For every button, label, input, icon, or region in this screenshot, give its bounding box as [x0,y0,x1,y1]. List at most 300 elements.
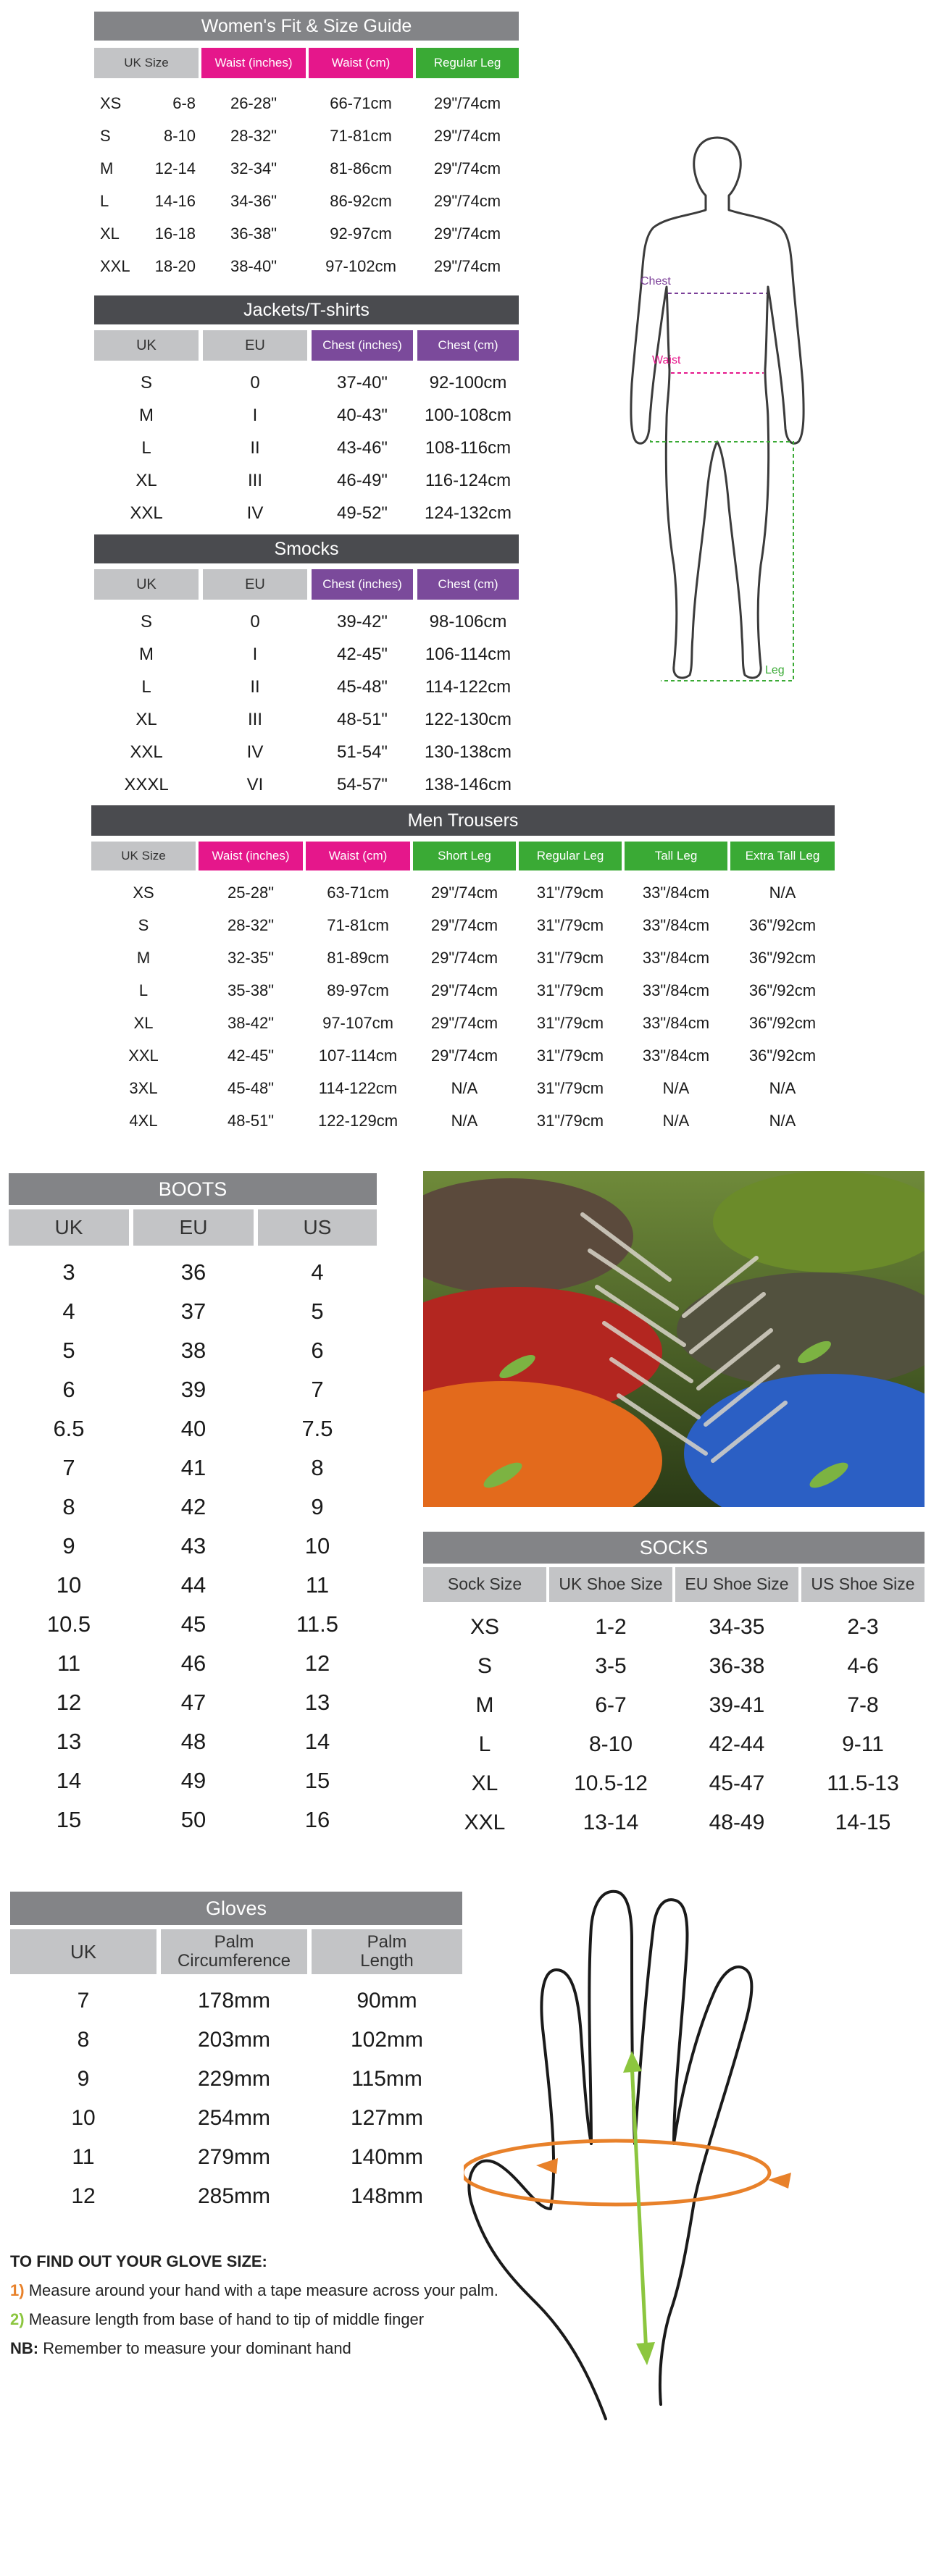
boots-row [9,1800,377,1839]
women-header-uk: UK Size [94,48,199,78]
boots-cell: 5 [62,1338,75,1363]
men-cell: 114-122cm [318,1079,398,1097]
men-title: Men Trousers [91,805,835,836]
gloves-cell: 102mm [350,2028,424,2052]
gloves-cell: 285mm [197,2184,271,2208]
tape-arrow-left [536,2158,558,2174]
smocks-cell: 138-146cm [424,775,512,794]
glove-step-2 [10,2310,424,2329]
length-arrow-top [623,2051,642,2073]
socks-cell: 48-49 [709,1811,765,1834]
men-cell: 97-107cm [322,1014,393,1032]
socks-row [423,1764,925,1803]
boots-cell: 42 [180,1494,206,1519]
men-cell: 31"/79cm [536,1046,604,1065]
jackets-cell: XXL [130,503,163,523]
boots-cell: 11 [57,1650,81,1676]
men-cell: 28-32" [227,916,275,934]
women-cell: 12-14 [154,159,196,177]
smocks-row [94,736,519,768]
glove-nb [10,2339,351,2358]
women-cell: 66-71cm [330,94,392,112]
step-2-text: Measure length from base of hand to tip of middle finger [28,2310,425,2328]
boots-cell: 11.5 [296,1611,339,1637]
boots-cell: 47 [180,1690,206,1715]
gloves-cell: 229mm [197,2067,271,2091]
jackets-cell: III [247,471,262,490]
jackets-header-uk: UK [94,330,199,361]
jackets-cell: 124-132cm [424,503,512,523]
men-cell: N/A [769,884,796,902]
gloves-cell: 148mm [350,2184,424,2208]
women-cell: 38-40" [230,257,277,275]
men-header-uk: UK Size [91,842,196,870]
jackets-table [94,330,519,526]
gloves-cell: 127mm [350,2106,424,2130]
socks-header-sock-size: Sock Size [423,1567,546,1602]
chest-label: Chest [640,275,671,288]
men-cell: N/A [662,1112,690,1130]
boots-row [9,1761,377,1800]
boots-cell: 48 [180,1729,206,1754]
boots-cell: 37 [180,1299,206,1324]
socks-cell: 45-47 [709,1771,765,1795]
boots-cell: 4 [62,1299,75,1324]
men-row [91,1072,835,1104]
boots-cell: 50 [180,1807,206,1832]
leg-label: Leg [765,664,785,676]
men-cell: 31"/79cm [536,1079,604,1097]
hand-outline [469,1892,751,2419]
men-cell: 31"/79cm [536,1014,604,1032]
women-cell: M [100,159,114,177]
men-header-waist-cm: Waist (cm) [306,842,410,870]
smocks-header-eu: EU [203,569,307,600]
jackets-title: Jackets/T-shirts [94,295,519,324]
men-cell: 36"/92cm [748,1014,817,1032]
men-cell: 4XL [129,1112,158,1130]
jackets-cell: XL [135,471,157,490]
socks-cell: 39-41 [709,1693,765,1717]
men-cell: 31"/79cm [536,884,604,902]
men-cell: XL [133,1014,154,1032]
men-cell: 3XL [129,1079,158,1097]
jackets-cell: S [140,373,152,393]
length-arrow-bottom [636,2342,655,2365]
women-cell: XS [100,94,122,112]
smocks-cell: 130-138cm [424,742,512,762]
men-row [91,1007,835,1039]
smocks-cell: 114-122cm [425,677,512,697]
smocks-header-chest-cm: Chest (cm) [417,569,519,600]
men-cell: 32-35" [227,949,275,967]
men-table [91,842,835,1146]
boots-photo [423,1171,925,1507]
gloves-header-uk: UK [10,1929,156,1974]
smocks-header-uk: UK [94,569,199,600]
gloves-cell: 178mm [197,1989,271,2013]
boots-cell: 9 [62,1533,75,1558]
boots-cell: 7.5 [301,1416,333,1441]
jackets-cell: II [250,438,260,458]
boots-row [9,1644,377,1683]
men-cell: XXL [128,1046,159,1065]
boots-cell: 3 [62,1259,75,1285]
men-row [91,974,835,1007]
men-cell: 107-114cm [318,1046,398,1065]
boots-row [9,1722,377,1761]
men-header-extra-tall-leg: Extra Tall Leg [730,842,835,870]
men-cell: 25-28" [227,884,275,902]
boots-cell: 5 [311,1299,324,1324]
women-cell: 29"/74cm [433,225,501,243]
women-cell: 29"/74cm [433,159,501,177]
socks-row [423,1686,925,1725]
gloves-cell: 11 [72,2145,95,2169]
socks-cell: 10.5-12 [574,1771,648,1795]
jackets-header-chest-cm: Chest (cm) [417,330,519,361]
boots-title: BOOTS [9,1173,377,1205]
boots-cell: 14 [56,1768,82,1793]
women-row [94,119,519,152]
men-cell: 33"/84cm [642,916,710,934]
gloves-cell: 203mm [197,2028,271,2052]
socks-cell: 11.5-13 [827,1771,899,1795]
men-cell: 122-129cm [317,1112,398,1130]
men-cell: XS [133,884,154,902]
women-cell: 34-36" [230,192,277,210]
women-cell: 28-32" [230,127,277,145]
boots-row [9,1292,377,1331]
body-outline [631,138,804,678]
smocks-cell: 42-45" [337,645,388,664]
boots-cell: 43 [180,1533,206,1558]
gloves-cell: 7 [77,1989,90,2013]
women-row [94,250,519,282]
boots-header-uk: UK [9,1209,129,1246]
jackets-cell: 37-40" [337,373,388,393]
boots-cell: 14 [304,1729,330,1754]
boots-cell: 16 [304,1807,330,1832]
smocks-cell: III [247,710,262,729]
gloves-cell: 10 [71,2106,96,2130]
boots-cell: 13 [56,1729,82,1754]
socks-cell: XXL [464,1811,506,1834]
boots-cell: 7 [311,1377,324,1402]
men-header-tall-leg: Tall Leg [625,842,727,870]
men-cell: 36"/92cm [748,949,817,967]
jackets-cell: 108-116cm [425,438,512,458]
socks-cell: 8-10 [588,1732,633,1756]
boots-cell: 45 [180,1611,206,1637]
boots-cell: 10.5 [46,1611,91,1637]
boots-cell: 15 [56,1807,82,1832]
socks-header-eu-shoe: EU Shoe Size [675,1567,798,1602]
smocks-row [94,605,519,638]
jackets-cell: 40-43" [337,406,388,425]
men-cell: 29"/74cm [430,916,498,934]
jackets-row [94,432,519,464]
men-cell: 36"/92cm [748,981,817,999]
smocks-cell: M [139,645,154,664]
boots-cell: 7 [62,1455,75,1480]
smocks-cell: 122-130cm [424,710,512,729]
socks-cell: XS [470,1615,500,1639]
boots-cell: 36 [180,1259,206,1285]
women-table [94,48,519,287]
boots-header-us: US [258,1209,377,1246]
boots-row [9,1566,377,1605]
socks-cell: 36-38 [709,1654,765,1678]
boots-cell: 12 [304,1650,330,1676]
men-cell: 31"/79cm [536,1112,604,1130]
socks-cell: L [478,1732,491,1756]
women-cell: S [100,127,111,145]
women-cell: 29"/74cm [433,127,501,145]
socks-row [423,1803,925,1842]
men-cell: 33"/84cm [642,949,710,967]
boots-cell: 44 [180,1572,206,1598]
body-figure [616,130,819,710]
men-row [91,876,835,909]
jackets-cell: I [252,406,258,425]
boots-cell: 9 [311,1494,324,1519]
men-cell: N/A [451,1112,478,1130]
boots-cell: 12 [56,1690,82,1715]
boots-cell: 8 [311,1455,324,1480]
socks-row [423,1725,925,1764]
men-cell: S [138,916,149,934]
women-cell: L [100,192,109,210]
gloves-row [10,2021,462,2060]
men-cell: 33"/84cm [642,1014,710,1032]
glove-step-1 [10,2281,498,2300]
gloves-cell: 254mm [197,2106,271,2130]
smocks-cell: VI [246,775,264,794]
men-cell: 89-97cm [327,981,389,999]
men-cell: 35-38" [227,981,275,999]
boots-cell: 38 [180,1338,206,1363]
women-cell: XXL [100,257,130,275]
socks-cell: 7-8 [847,1693,879,1717]
jackets-cell: 92-100cm [429,373,507,393]
boots-row [9,1683,377,1722]
jackets-row [94,366,519,399]
jackets-row [94,464,519,497]
jackets-cell: IV [246,503,264,523]
gloves-table [10,1929,462,2233]
men-cell: N/A [451,1079,478,1097]
socks-cell: 3-5 [595,1654,627,1678]
women-cell: 14-16 [154,192,196,210]
socks-header-uk-shoe: UK Shoe Size [549,1567,672,1602]
men-cell: 29"/74cm [430,981,498,999]
women-row [94,185,519,217]
men-cell: 29"/74cm [430,1046,498,1065]
socks-cell: 1-2 [595,1615,627,1639]
jackets-cell: M [139,406,154,425]
step-1-number: 1) [10,2281,25,2299]
boots-cell: 6 [311,1338,324,1363]
smocks-title: Smocks [94,534,519,563]
men-cell: 45-48" [227,1079,275,1097]
smocks-cell: S [140,612,152,632]
jackets-cell: 0 [250,373,260,393]
men-row [91,1039,835,1072]
jackets-cell: 100-108cm [424,406,512,425]
boots-cell: 6.5 [53,1416,85,1441]
jackets-header-chest-in: Chest (inches) [312,330,413,361]
jackets-row [94,399,519,432]
men-header-short-leg: Short Leg [413,842,516,870]
step-2-number: 2) [10,2310,25,2328]
smocks-cell: I [252,645,258,664]
gloves-cell: 90mm [356,1989,417,2013]
jackets-cell: 46-49" [337,471,388,490]
smocks-cell: XXL [130,742,163,762]
nb-text: Remember to measure your dominant hand [43,2339,351,2357]
smocks-header-chest-in: Chest (inches) [312,569,413,600]
hand-figure [464,1861,869,2426]
gloves-row [10,2099,462,2138]
smocks-cell: L [141,677,151,697]
men-cell: 36"/92cm [748,916,817,934]
jackets-cell: L [141,438,151,458]
men-cell: 31"/79cm [536,916,604,934]
women-cell: 81-86cm [330,159,392,177]
boots-cell: 11 [305,1572,330,1598]
men-cell: 31"/79cm [536,981,604,999]
men-cell: 42-45" [227,1046,275,1065]
gloves-cell: 279mm [197,2145,271,2169]
step-1-text: Measure around your hand with a tape measure across your palm. [28,2281,498,2299]
boots-photo-art [423,1171,925,1507]
women-cell: 36-38" [230,225,277,243]
men-cell: L [138,981,149,999]
women-cell: 18-20 [154,257,196,275]
jackets-cell: 116-124cm [425,471,512,490]
men-cell: 81-89cm [327,949,389,967]
women-cell: XL [100,225,120,243]
men-cell: 63-71cm [327,884,389,902]
women-cell: 32-34" [230,159,277,177]
boots-table [9,1209,377,1861]
women-cell: 16-18 [154,225,196,243]
socks-cell: 6-7 [595,1693,627,1717]
men-cell: 31"/79cm [536,949,604,967]
men-row [91,909,835,941]
nb-label: NB: [10,2339,39,2357]
socks-cell: 13-14 [583,1811,639,1834]
gloves-row [10,1981,462,2021]
smocks-cell: 106-114cm [425,645,512,664]
boots-row [9,1605,377,1644]
socks-row [423,1608,925,1647]
boots-cell: 13 [304,1690,330,1715]
gloves-title: Gloves [10,1892,462,1925]
women-cell: 8-10 [163,127,196,145]
smocks-cell: 48-51" [337,710,388,729]
men-header-regular-leg: Regular Leg [519,842,622,870]
socks-cell: 42-44 [709,1732,765,1756]
women-title: Women's Fit & Size Guide [94,12,519,41]
boots-row [9,1409,377,1448]
smocks-row [94,638,519,671]
palm-length-line [632,2064,646,2354]
socks-cell: 14-15 [835,1811,891,1834]
women-cell: 92-97cm [330,225,392,243]
boots-cell: 41 [180,1455,206,1480]
socks-cell: S [477,1654,492,1678]
men-cell: 36"/92cm [748,1046,817,1065]
men-cell: 29"/74cm [430,884,498,902]
men-row [91,941,835,974]
gloves-cell: 12 [71,2184,96,2208]
smocks-row [94,703,519,736]
women-cell: 26-28" [230,94,277,112]
boots-cell: 40 [180,1416,206,1441]
smocks-cell: 98-106cm [429,612,507,632]
men-cell: 33"/84cm [642,884,710,902]
socks-cell: 4-6 [847,1654,879,1678]
smocks-table [94,569,519,801]
smocks-row [94,671,519,703]
women-cell: 71-81cm [330,127,392,145]
gloves-header-palm-length: Palm Length [312,1929,462,1974]
women-cell: 29"/74cm [433,192,501,210]
boots-row [9,1253,377,1292]
gloves-cell: 9 [77,2067,90,2091]
smocks-cell: 51-54" [337,742,388,762]
boots-row [9,1448,377,1488]
socks-cell: 9-11 [842,1732,884,1756]
women-row [94,152,519,185]
boots-cell: 6 [62,1377,75,1402]
men-row [91,1104,835,1137]
smocks-cell: IV [246,742,264,762]
waist-label: Waist [652,354,681,366]
smocks-cell: XL [135,710,157,729]
boots-row [9,1370,377,1409]
boots-cell: 39 [180,1377,206,1402]
socks-row [423,1647,925,1686]
women-row [94,217,519,250]
men-cell: 71-81cm [327,916,389,934]
gloves-row [10,2138,462,2177]
women-row [94,87,519,119]
smocks-cell: 0 [250,612,260,632]
socks-cell: 34-35 [709,1615,765,1639]
jackets-cell: 43-46" [337,438,388,458]
smocks-cell: 39-42" [337,612,388,632]
jackets-cell: 49-52" [337,503,388,523]
boots-row [9,1527,377,1566]
men-cell: 33"/84cm [642,1046,710,1065]
gloves-cell: 140mm [350,2145,424,2169]
boots-cell: 49 [180,1768,206,1793]
boots-cell: 4 [311,1259,324,1285]
socks-table [423,1567,925,1871]
socks-cell: 2-3 [847,1615,879,1639]
smocks-row [94,768,519,801]
boots-row [9,1488,377,1527]
gloves-cell: 8 [77,2028,90,2052]
boots-header-eu: EU [133,1209,254,1246]
boots-cell: 46 [180,1650,206,1676]
socks-cell: M [475,1693,494,1717]
glove-instructions-title: TO FIND OUT YOUR GLOVE SIZE: [10,2252,267,2270]
boots-cell: 10 [56,1572,82,1598]
